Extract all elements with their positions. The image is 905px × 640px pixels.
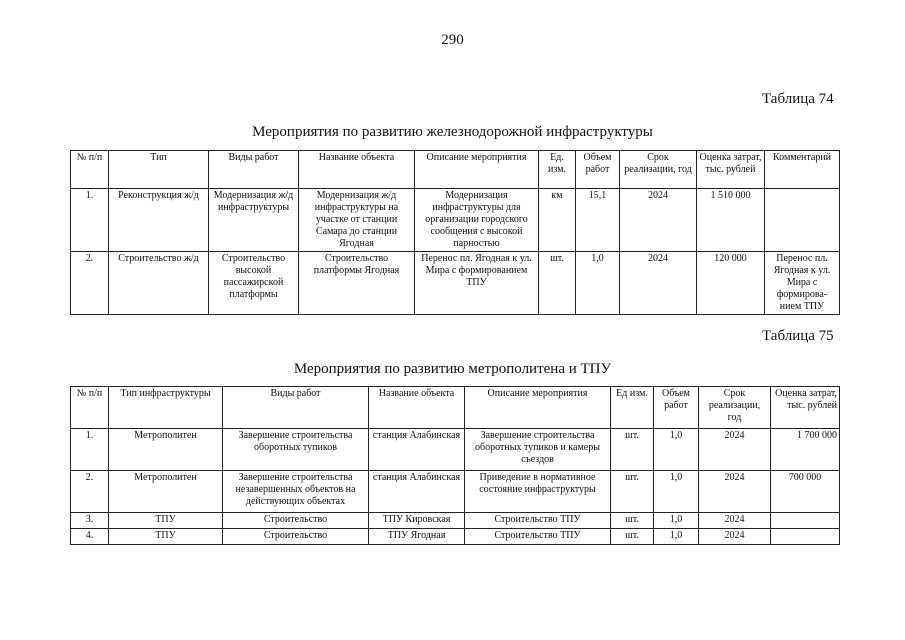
table-cell: Строительство — [223, 529, 369, 545]
table-header-row — [71, 151, 840, 189]
header-cell: Описание мероприятия — [415, 151, 539, 189]
table-cell: 4. — [71, 529, 109, 545]
table-cell: 3. — [71, 513, 109, 529]
table-cell: 1 510 000 — [697, 189, 765, 252]
table-cell — [765, 189, 840, 252]
table-cell: Завершение строительства оборотных тупиков и камеры съездов — [465, 429, 611, 471]
header-cell: Ед. изм. — [539, 151, 576, 189]
header-cell: Ед изм. — [611, 387, 654, 429]
table-cell: 1. — [71, 429, 109, 471]
table-cell: шт. — [611, 429, 654, 471]
table-cell: ТПУ Кировская — [369, 513, 465, 529]
table-cell: 2024 — [620, 252, 697, 315]
table-cell: Модернизация ж/д инфраструктуры — [209, 189, 299, 252]
header-cell: Тип инфраструктуры — [109, 387, 223, 429]
table-cell: 2. — [71, 471, 109, 513]
header-cell: Название объекта — [369, 387, 465, 429]
table-row — [71, 513, 840, 529]
table-cell: 1,0 — [654, 513, 699, 529]
table-75-title: Мероприятия по развитию метрополитена и ТПУ — [293, 361, 612, 377]
table-cell: 1. — [71, 189, 109, 252]
table-cell: Метрополитен — [109, 471, 223, 513]
header-cell: Тип — [109, 151, 209, 189]
table-cell: шт. — [611, 529, 654, 545]
table-cell: ТПУ — [109, 529, 223, 545]
table-74 — [70, 150, 840, 315]
table-cell: ТПУ — [109, 513, 223, 529]
table-cell: Строительство высокой пассажирской платформы — [209, 252, 299, 315]
table-cell: 700 000 — [771, 471, 840, 513]
table-cell: 2024 — [699, 429, 771, 471]
table-cell: Перенос пл. Ягодная к ул. Мира с формирова-нием ТПУ — [765, 252, 840, 315]
header-cell: № п/п — [71, 151, 109, 189]
table-cell: Строительство ТПУ — [465, 513, 611, 529]
table-74-label: Таблица 74 — [762, 91, 834, 107]
table-row — [71, 189, 840, 252]
table-cell: станция Алабинская — [369, 429, 465, 471]
table-cell: шт. — [539, 252, 576, 315]
table-cell: 120 000 — [697, 252, 765, 315]
table-cell: Строительство ж/д — [109, 252, 209, 315]
table-cell: Метрополитен — [109, 429, 223, 471]
page-number: 290 — [441, 32, 464, 48]
table-cell: Перенос пл. Ягодная к ул. Мира с формированием ТПУ — [415, 252, 539, 315]
table-cell: 1,0 — [654, 529, 699, 545]
header-cell: Виды работ — [209, 151, 299, 189]
table-cell: 2024 — [699, 513, 771, 529]
table-cell — [771, 529, 840, 545]
table-cell: км — [539, 189, 576, 252]
header-cell: Описание мероприятия — [465, 387, 611, 429]
table-cell: 1,0 — [576, 252, 620, 315]
table-cell: станция Алабинская — [369, 471, 465, 513]
table-74-title: Мероприятия по развитию железнодорожной инфраструктуры — [252, 124, 653, 140]
table-row — [71, 529, 840, 545]
table-cell: 1 700 000 — [771, 429, 840, 471]
table-cell: 15,1 — [576, 189, 620, 252]
table-cell: Строительство ТПУ — [465, 529, 611, 545]
table-header-row — [71, 387, 840, 429]
header-cell: Оценка затрат, тыс. рублей — [771, 387, 840, 429]
table-cell: 2024 — [620, 189, 697, 252]
header-cell: Оценка затрат, тыс. рублей — [697, 151, 765, 189]
table-cell: Строительство — [223, 513, 369, 529]
table-cell: ТПУ Ягодная — [369, 529, 465, 545]
table-cell — [771, 513, 840, 529]
header-cell: Срок реализации, год — [620, 151, 697, 189]
header-cell: Название объекта — [299, 151, 415, 189]
table-cell: шт. — [611, 471, 654, 513]
table-cell: Модернизация ж/д инфраструктуры на участке от станции Самара до станции Ягодная — [299, 189, 415, 252]
header-cell: Виды работ — [223, 387, 369, 429]
header-cell: Срок реализации, год — [699, 387, 771, 429]
table-row — [71, 429, 840, 471]
table-row — [71, 252, 840, 315]
table-cell: 2024 — [699, 471, 771, 513]
table-cell: Строительство платформы Ягодная — [299, 252, 415, 315]
header-cell: № п/п — [71, 387, 109, 429]
table-cell: Завершение строительства оборотных тупиков — [223, 429, 369, 471]
table-cell: шт. — [611, 513, 654, 529]
table-cell: 1,0 — [654, 471, 699, 513]
table-75-label: Таблица 75 — [762, 328, 834, 344]
table-cell: 2. — [71, 252, 109, 315]
header-cell: Объем работ — [654, 387, 699, 429]
table-row — [71, 471, 840, 513]
table-cell: Реконструкция ж/д — [109, 189, 209, 252]
table-75 — [70, 386, 840, 545]
table-cell: Приведение в нормативное состояние инфраструктуры — [465, 471, 611, 513]
table-cell: 2024 — [699, 529, 771, 545]
table-cell: 1,0 — [654, 429, 699, 471]
table-cell: Завершение строительства незавершенных объектов на действующих объектах — [223, 471, 369, 513]
header-cell: Комментарий — [765, 151, 840, 189]
header-cell: Объем работ — [576, 151, 620, 189]
table-cell: Модернизация инфраструктуры для организации городского сообщения с высокой парностью — [415, 189, 539, 252]
